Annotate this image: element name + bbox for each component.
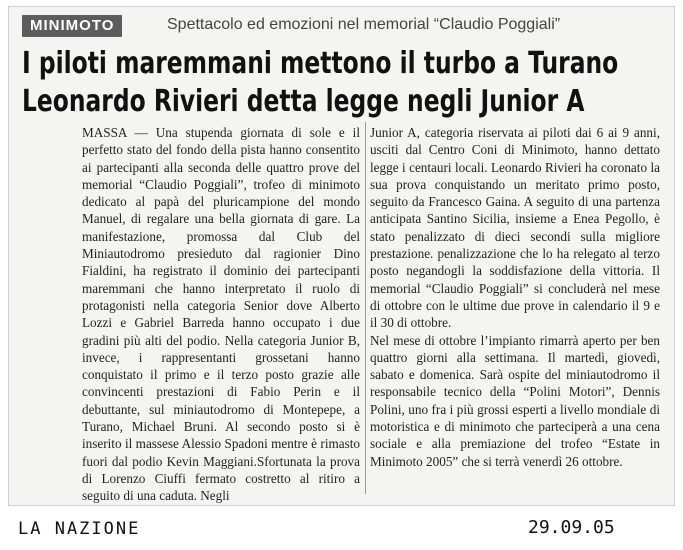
- article-subtitle: Spettacolo ed emozioni nel memorial “Claudio Poggiali”: [167, 16, 561, 33]
- column-divider: [365, 122, 366, 494]
- column-1-text: MASSA — Una stupenda giornata di sole e il perfetto stato del fondo della pista hanno consentito ai partecipanti alla seconda delle quattro prove del memorial “Claudio Poggiali”, trofeo di minimoto dedicato al papà del pluricampione del mondo Manuel, di regalare una bella giornata di gare. La manifestazione, promossa dal Club del Miniautodromo presieduto dal ragionier Dino Fialdini, ha registrato il dominio dei partecipanti maremmani che hanno interpretato il ruolo di protagonisti nella categoria Senior dove Alberto Lozzi e Gabriel Barreda hanno occupato i due gradini più alti del podio. Nella categoria Junior B, invece, i rappresentanti grossetani hanno conquistato il primo e il terzo posto grazie alle convincenti prestazioni di Fabio Perin e il debuttante, sul miniautodromo di Montepepe, a Turano, Michael Bruni. Al secondo posto si è inserito il massese Alessio Spadoni mentre è rimasto fuori dal podio Kevin Maggiani.Sfortunata la prova di Lorenzo Ciuffi fermato costretto al ritiro a seguito di una caduta. Negli: [82, 125, 360, 504]
- article-column-2: [370, 124, 660, 470]
- section-kicker: MINIMOTO: [22, 15, 122, 37]
- headline-line-2: Leonardo Rivieri detta legge negli Junior A: [22, 84, 585, 119]
- column-2-paragraph-1: Junior A, categoria riservata ai piloti dai 6 ai 9 anni, usciti dal Centro Coni di Minimoto, hanno dettato legge i centauri locali. Leonardo Rivieri ha coronato la sua prova conquistando un meritato primo posto, seguito da Francesco Gaina. A seguito di una partenza anticipata Santino Sicilia, insieme a Enea Pegollo, è stato penalizzato di dieci secondi sulla migliore prestazione. penalizzazione che lo ha relegato al terzo posto negandogli la soddisfazione della vittoria. Il memorial “Claudio Poggiali” si concluderà nel mese di ottobre con le ultime due prove in calendario il 9 e il 30 di ottobre.: [370, 125, 660, 331]
- article-column-1: [82, 124, 360, 505]
- article-header: [22, 13, 663, 39]
- headline-line-1: I piloti maremmani mettono il turbo a Turano: [22, 46, 619, 81]
- publication-date: 29.09.05: [528, 517, 615, 538]
- column-2-paragraph-2: Nel mese di ottobre l’impianto rimarrà aperto per ben quattro giorni alla settimana. Il martedì, giovedì, sabato e domenica. Sarà ospite del miniautodromo il responsabile tecnico della “Polini Motori”, Dennis Polini, uno fra i più grossi esperti a livello mondiale di motoristica e di minimoto che parteciperà a una cena sociale e alla premiazione del trofeo “Estate in Minimoto 2005” che si terrà venerdì 26 ottobre.: [370, 332, 660, 469]
- newspaper-source: LA NAZIONE: [18, 519, 141, 539]
